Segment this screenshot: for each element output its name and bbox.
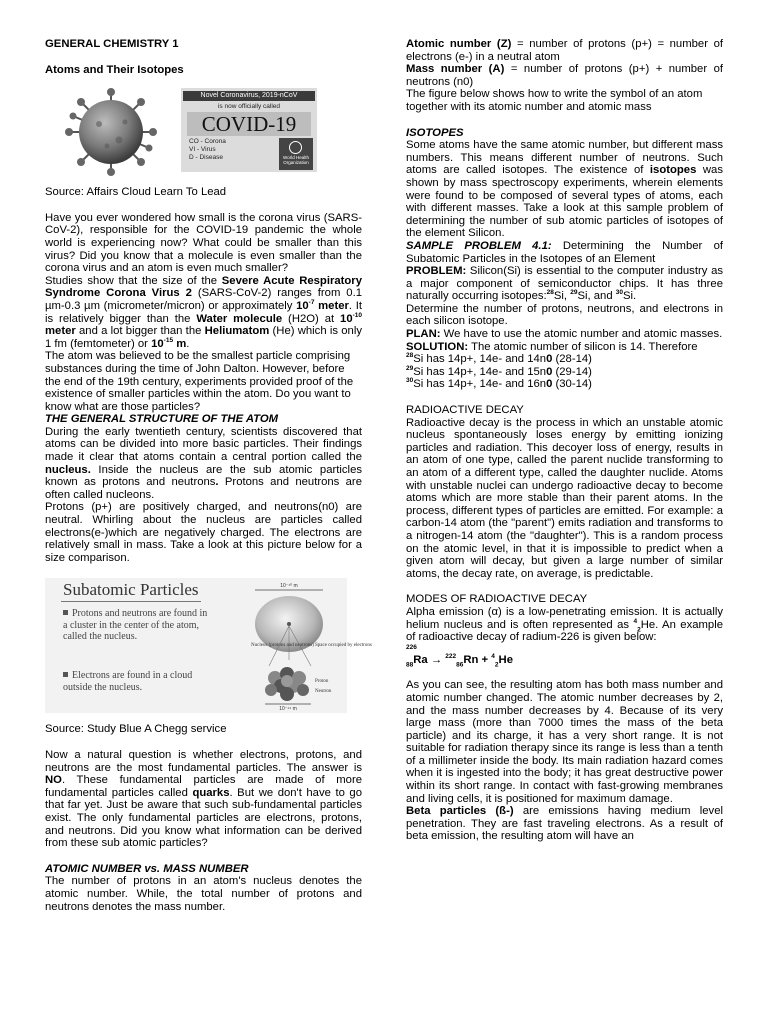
nucleus-cluster (265, 667, 309, 701)
subatomic-bullet-2: Electrons are found in a cloud outside the nucleus. (63, 670, 193, 693)
alpha-explanation-paragraph: As you can see, the resulting atom has both mass number and atomic number changed. The atomic number decreases by 2, and the mass number decreases by 4. Because of its very large mass (more than 7000 times the mass of the beta particle) and its charge, it has a very short range. It is not suitable for radiation therapy since its range is less than a tenth of a millimeter inside the body. Its main radiation hazard comes when it is ingested into the body; it has great destructive power within its short range. In contact with fast-growing membranes and living cells, it is positioned for maximum damage. (406, 679, 723, 805)
atomic-number-definition: Atomic number (Z) = number of protons (p+) = number of electrons (e-) in a neutral atom (406, 38, 723, 63)
doc-subtitle: Atoms and Their Isotopes (45, 63, 184, 76)
dalton-paragraph: The atom was believed to be the smallest particle comprising substances during the time of John Dalton. However, before the end of the 19th century, experiments provided proof of the existence of smaller particles within the atom. Do you want to know what are those particles? (45, 350, 354, 413)
plan-paragraph: PLAN: We have to use the atomic number and atomic masses. (406, 328, 723, 341)
atomic-number-heading: ATOMIC NUMBER vs. MASS NUMBER (45, 862, 249, 875)
problem-statement: PROBLEM: Silicon(Si) is essential to the computer industry as a major component of semiconductor chips. It has three naturally occurring isotopes:$^{28}$Si, $^{29}$Si, and $^{30}$Si. (406, 265, 723, 303)
image-source-2: Source: Study Blue A Chegg service (45, 723, 227, 736)
space-label: Space occupied by electrons (315, 643, 372, 649)
atom-diagram (215, 582, 372, 713)
subatomic-title: Subatomic Particles (63, 580, 199, 600)
globe-icon (289, 141, 302, 154)
banner-top-text: Novel Coronavirus, 2019-nCoV (183, 91, 315, 101)
size-paragraph: Studies show that the size of the Severe Acute Respiratory Syndrome Corona Virus 2 (SARS-CoV-2) ranges from 0.1 µm-0.3 µm (micrometer/micron) or approximately $10^{-7}$ meter. It is relatively bigger than the Water molecule (H2O) at $10^{-10}$ meter and a lot bigger than the Heliumatom (He) which is only 1 fm (femtometer) or $10^{-15}$ m. (45, 274, 363, 350)
acronym-d: D - Disease (189, 154, 223, 162)
nucleus-label: Nucleus (protons and neutrons) (251, 643, 314, 649)
right-column (406, 38, 723, 843)
alpha-emission-paragraph: Alpha emission (α) is a low-penetrating emission. It is actually helium nucleus and is often represented as $^4_2$He. An example of radioactive decay of radium-226 is given below: (406, 605, 723, 644)
atomic-number-paragraph: The number of protons in an atom's nucleus denotes the atomic number. While, the total number of protons and neutrons denotes the mass number. (45, 875, 362, 913)
quarks-paragraph: Now a natural question is whether electrons, protons, and neutrons are the most fundamental particles. The answer is NO. These fundamental particles are made of more fundamental particles called quarks. But we don't have to go that far yet. Just be aware that such sub-fundamental particles exist. The only fundamental particles are electrons, protons, and neutrons. Did you know what information can be derived from these sub atomic particles? (45, 749, 362, 850)
top-scale-label: 10⁻¹⁰ m (280, 583, 298, 590)
structure-heading: THE GENERAL STRUCTURE OF THE ATOM (45, 413, 279, 426)
isotopes-paragraph: Some atoms have the same atomic number, but different mass numbers. This means different number of neutrons. Such atoms are called isotopes. The existence of isotopes was shown by mass spectroscopy experiments, wherein elements were found to be composed of several types of atoms, each with different masses. Take a look at this sample problem of determining the number of sub atomic particles of isotopes of the element Silicon. (406, 139, 723, 240)
isotope-si-30: $^{30}$Si has 14p+, 14e- and 16n0 (30-14) (406, 377, 592, 391)
image-source-1: Source: Affairs Cloud Learn To Lead (45, 186, 227, 199)
solution-paragraph: SOLUTION: The atomic number of silicon is 14. Therefore (406, 340, 698, 353)
who-logo-text: World Health Organization (283, 155, 309, 166)
intro-paragraph: Have you ever wondered how small is the corona virus (SARS-CoV-2), responsible for the COVID-19 pandemic the whole world is experiencing now? What could be smaller than this virus? Did you know that a molecule is even smaller than the corona virus and an atom is even much smaller? (45, 211, 362, 275)
doc-title: GENERAL CHEMISTRY 1 (45, 38, 179, 50)
acronym-vi: VI - Virus (189, 146, 216, 154)
subatomic-particles-image (45, 578, 372, 713)
acronym-co: CO - Corona (189, 138, 226, 146)
determine-paragraph: Determine the number of protons, neutrons, and electrons in each silicon isotope. (406, 302, 723, 328)
covid-19-image (45, 84, 315, 176)
radium-equation: $_{88}$Ra → $^{222}_{86}$Rn + $^4_2$He (406, 652, 513, 668)
left-column (45, 38, 372, 913)
nucleus-paragraph: During the early twentieth century, scientists discovered that atoms can be divided into more basic particles. Their findings made it clear that atoms contain a central portion called the nucleus. Inside the nucleus are the sub atomic particles known as protons and neutrons. Protons and neutrons are often called nucleons. (45, 425, 362, 501)
modes-heading: MODES OF RADIOACTIVE DECAY (406, 593, 588, 606)
proton-label: Proton (315, 679, 329, 685)
coronavirus-illustration (47, 88, 175, 176)
banner-mid-text: is now officially called (217, 103, 281, 111)
radioactive-decay-paragraph: Radioactive decay is the process in which an unstable atomic nucleus spontaneously loses energy by emitting ionizing particles and radiation. This decoyer loss of energy, results in an atom of one type, called the parent nuclide transforming to an atom of a different type, called the daughter nuclide. Atoms with unstable nuclei can undergo radioactive decay to become atoms which are more stable than their parent atoms. In the process, different types of particles are emitted. For example: a carbon-14 atom (the "parent") emits radiation and transforms to a nitrogen-14 atom (the "daughter"). This is a random process on the atomic level, in that it is impossible to predict when a given atom will decay, but given a large number of similar atoms, the decay rate, on average, is predictable. (406, 416, 723, 580)
isotope-si-28: $^{28}$Si has 14p+, 14e- and 14n0 (28-14) (406, 352, 592, 366)
banner-acronym (189, 138, 226, 162)
isotope-si-29: $^{29}$Si has 14p+, 14e- and 15n0 (29-14) (406, 365, 592, 378)
neutron-label: Neutron (315, 689, 332, 695)
isotopes-heading: ISOTOPES (406, 126, 464, 139)
subatomic-bullet-1: Protons and neutrons are found in a cluster in the center of the atom, called the nucleus. (63, 608, 208, 643)
banner-main-text: COVID-19 (187, 112, 311, 136)
covid-banner (181, 88, 317, 172)
symbol-figure-paragraph: The figure below shows how to write the symbol of an atom together with its atomic number and atomic mass (406, 88, 703, 113)
bottom-scale-label: 10⁻¹⁴ m (279, 706, 297, 713)
sample-problem: SAMPLE PROBLEM 4.1: Determining the Number of Subatomic Particles in the Isotopes of an Element (406, 239, 723, 265)
who-logo (279, 138, 313, 170)
mass-number-definition: Mass number (A) = number of protons (p+) + number of neutrons (n0) (406, 63, 723, 88)
equation-top: 226 (406, 643, 417, 651)
radioactive-decay-heading: RADIOACTIVE DECAY (406, 404, 524, 417)
charges-paragraph: Protons (p+) are positively charged, and neutrons(n0) are neutral. Whirling about the nucleus are particles called electrons(e-)which are negatively charged. The electrons are relatively small in mass. Take a look at this picture below for a size comparison. (45, 501, 362, 564)
beta-particles-paragraph: Beta particles (ß-) are emissions having medium level penetration. They are fast traveling electrons. As a result of beta emission, the resulting atom will have an (406, 805, 724, 843)
